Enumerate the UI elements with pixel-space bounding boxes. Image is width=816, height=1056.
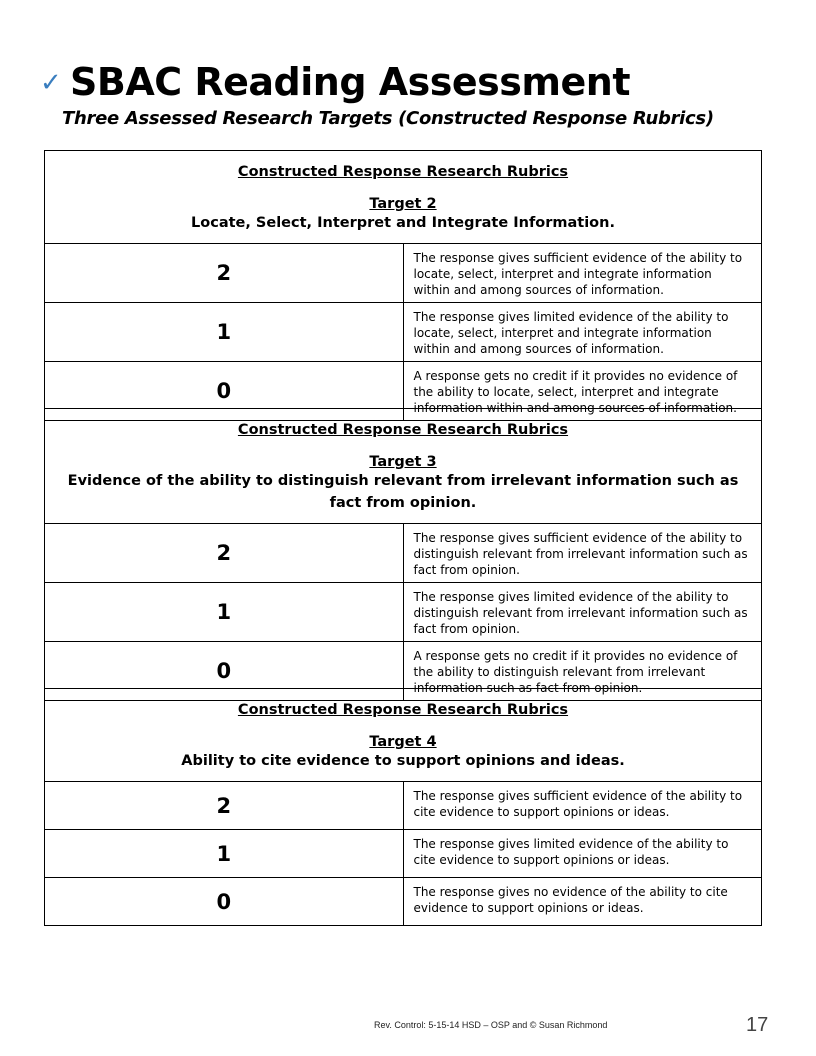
rubric-score: 2 — [45, 782, 404, 830]
rubric-description: Ability to cite evidence to support opinions and ideas. — [181, 753, 625, 769]
rubric-score-description: A response gets no credit if it provides no evidence of the ability to distinguish relevant from irrelevant information such as fact from opinion. — [403, 642, 762, 701]
rubric-score-description: The response gives sufficient evidence of the ability to locate, select, interpret and integrate information within and among sources of information. — [403, 244, 762, 303]
rubric-score-description: The response gives sufficient evidence of the ability to cite evidence to support opinions or ideas. — [403, 782, 762, 830]
rubric-score: 0 — [45, 362, 404, 421]
rubric-score: 1 — [45, 583, 404, 642]
page-title: SBAC Reading Assessment — [70, 60, 630, 104]
rubric-row — [45, 244, 762, 303]
rubric-score: 1 — [45, 830, 404, 878]
rubric-score-description: The response gives limited evidence of the ability to cite evidence to support opinions or ideas. — [403, 830, 762, 878]
page-subtitle: Three Assessed Research Targets (Constructed Response Rubrics) — [62, 108, 714, 129]
rubric-score: 0 — [45, 642, 404, 701]
rubric-row — [45, 878, 762, 926]
check-mark-icon: ✓ — [40, 67, 62, 97]
rubric-description: Evidence of the ability to distinguish relevant from irrelevant information such as fact from opinion. — [67, 473, 739, 511]
rubric-title: Constructed Response Research Rubrics — [237, 702, 569, 718]
rubric-title: Constructed Response Research Rubrics — [237, 422, 569, 438]
rubric-score-description: The response gives limited evidence of the ability to locate, select, interpret and integrate information within and among sources of information. — [403, 303, 762, 362]
rubric-target: Target 2 — [369, 196, 437, 212]
rubric-score: 0 — [45, 878, 404, 926]
rubric-header — [45, 151, 762, 244]
rubric-score-description: The response gives sufficient evidence of the ability to distinguish relevant from irrelevant information such as fact from opinion. — [403, 524, 762, 583]
rubric-target: Target 4 — [369, 734, 437, 750]
rubric-score-description: A response gets no credit if it provides no evidence of the ability to locate, select, interpret and integrate information within and among sources of information. — [403, 362, 762, 421]
page-number: 17 — [746, 1014, 769, 1036]
rubric-score-description: The response gives limited evidence of the ability to distinguish relevant from irrelevant information such as fact from opinion. — [403, 583, 762, 642]
title-row — [40, 60, 780, 104]
rubric-row — [45, 303, 762, 362]
rubric-score: 2 — [45, 244, 404, 303]
rubric-score: 2 — [45, 524, 404, 583]
rubric-title: Constructed Response Research Rubrics — [237, 164, 569, 180]
rubric-header — [45, 689, 762, 782]
rubric-header — [45, 409, 762, 524]
rubric-row — [45, 524, 762, 583]
page-header — [40, 60, 780, 129]
rubric-row — [45, 583, 762, 642]
rubric-description: Locate, Select, Interpret and Integrate Information. — [191, 215, 615, 231]
rubric-score-description: The response gives no evidence of the ability to cite evidence to support opinions or ideas. — [403, 878, 762, 926]
rubric-table-target-4 — [44, 688, 762, 926]
rubric-table-target-3 — [44, 408, 762, 701]
rubric-target: Target 3 — [369, 454, 437, 470]
rubric-table-target-2 — [44, 150, 762, 421]
rubric-score: 1 — [45, 303, 404, 362]
rubric-row — [45, 782, 762, 830]
revision-footer: Rev. Control: 5-15-14 HSD – OSP and © Susan Richmond — [374, 1020, 608, 1030]
rubric-row — [45, 830, 762, 878]
